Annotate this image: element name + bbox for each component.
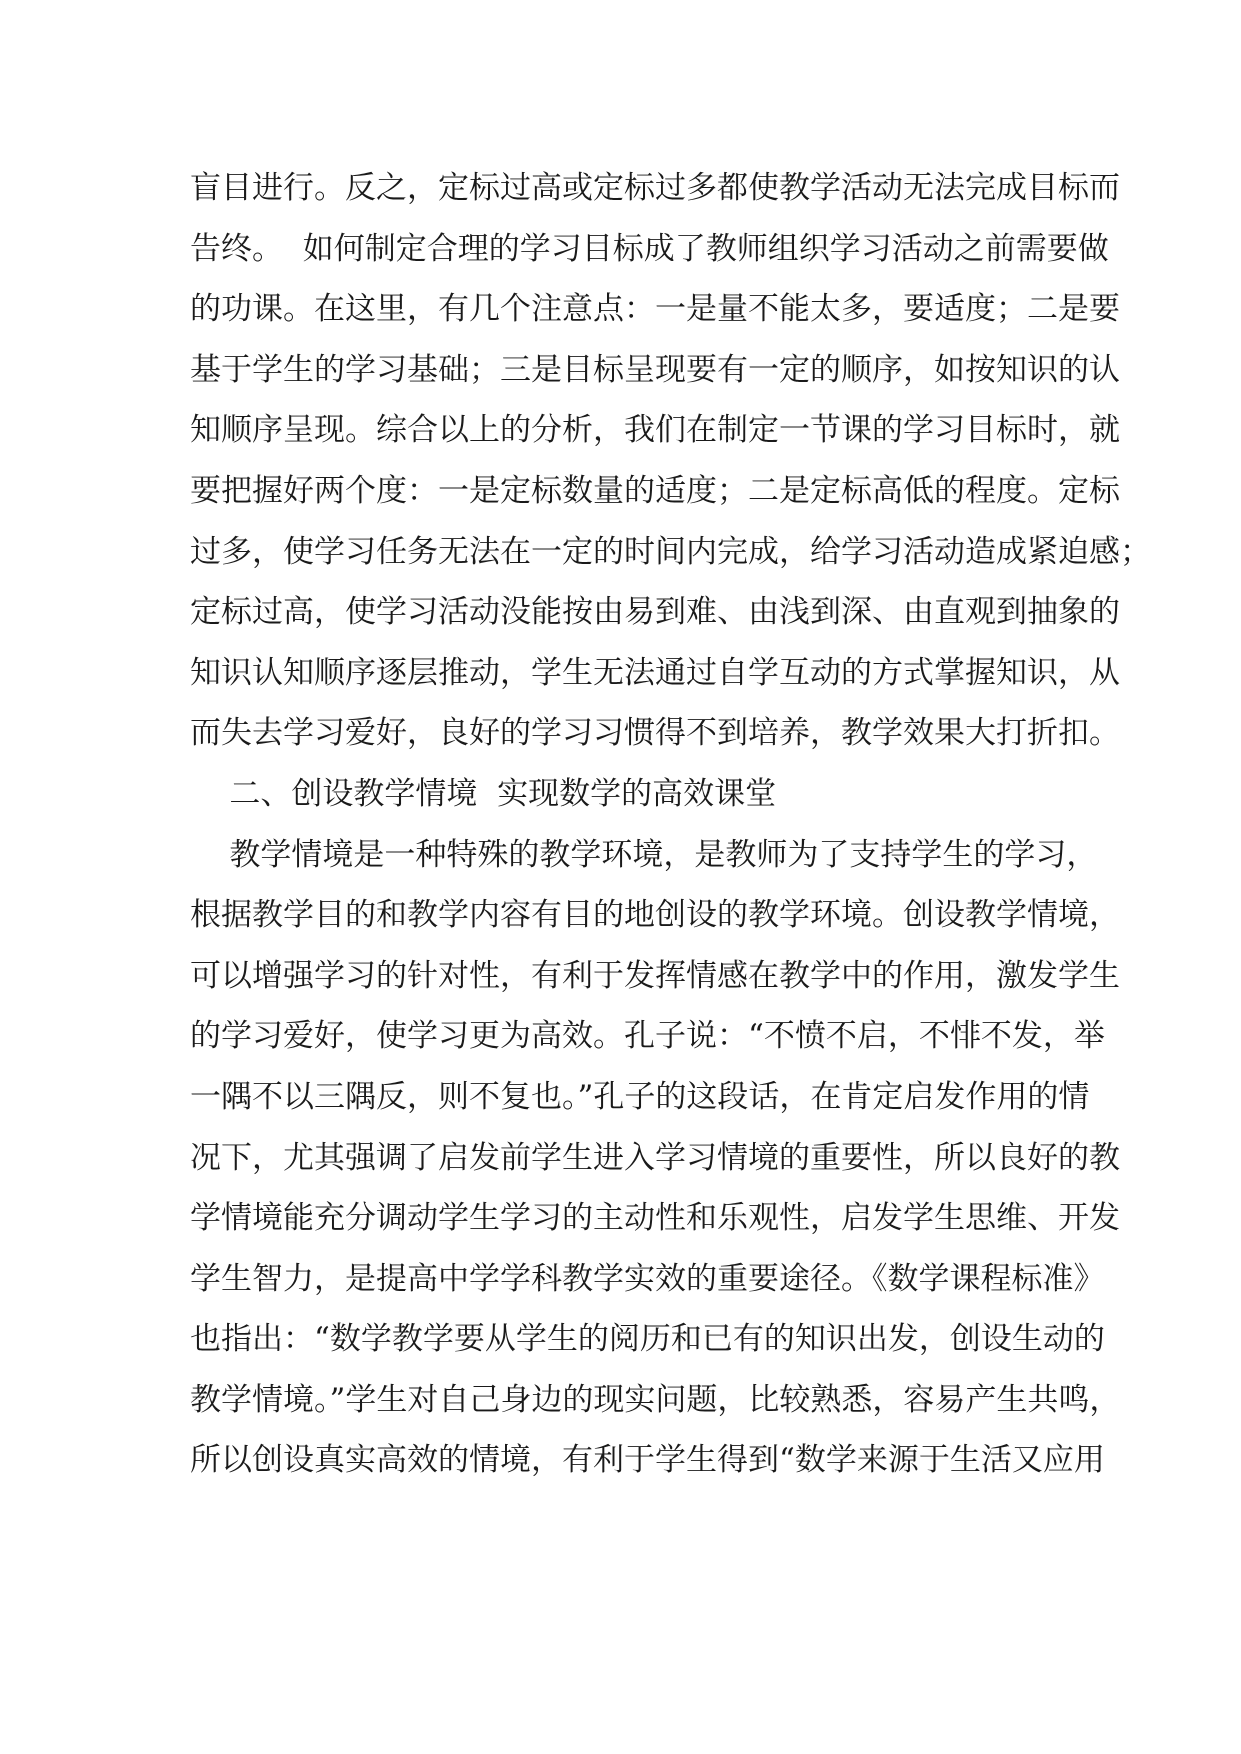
text-line: 教学情境是一种特殊的教学环境，是教师为了支持学生的学习，	[190, 836, 1098, 873]
text-line: 学生智力，是提高中学学科教学实效的重要途径。《数学课程标准》	[190, 1260, 1105, 1297]
text-line: 要把握好两个度：一是定标数量的适度；二是定标高低的程度。定标	[190, 472, 1120, 509]
text-line: 盲目进行。反之，定标过高或定标过多都使教学活动无法完成目标而	[190, 170, 1120, 206]
text-line: 也指出：“数学教学要从学生的阅历和已有的知识出发，创设生动的	[190, 1321, 1105, 1358]
text-line: 告终。 如何制定合理的学习目标成了教师组织学习活动之前需要做	[190, 230, 1109, 267]
text-line: 所以创设真实高效的情境，有利于学生得到“数学来源于生活又应用	[190, 1442, 1105, 1479]
text-line: 学情境能充分调动学生学习的主动性和乐观性，启发学生思维、开发	[190, 1200, 1120, 1237]
text-line: 知顺序呈现。综合以上的分析，我们在制定一节课的学习目标时，就	[190, 412, 1120, 449]
text-line: 教学情境。”学生对自己身边的现实问题，比较熟悉，容易产生共鸣，	[190, 1381, 1121, 1418]
text-line: 根据教学目的和教学内容有目的地创设的教学环境。创设教学情境，	[190, 897, 1120, 934]
text-line: 的学习爱好，使学习更为高效。孔子说：“不愤不启，不悱不发，举	[190, 1018, 1105, 1055]
body-text	[190, 158, 1151, 1491]
text-line: 过多，使学习任务无法在一定的时间内完成，给学习活动造成紧迫感；	[190, 533, 1151, 570]
text-line: 基于学生的学习基础；三是目标呈现要有一定的顺序，如按知识的认	[190, 351, 1120, 388]
text-line: 可以增强学习的针对性，有利于发挥情感在教学中的作用，激发学生	[190, 957, 1120, 994]
section-heading: 二、创设教学情境 实现数学的高效课堂	[190, 775, 777, 812]
text-line: 定标过高，使学习活动没能按由易到难、由浅到深、由直观到抽象的	[190, 594, 1120, 631]
text-line: 况下，尤其强调了启发前学生进入学习情境的重要性，所以良好的教	[190, 1139, 1120, 1176]
text-line: 一隅不以三隅反，则不复也。”孔子的这段话，在肯定启发作用的情	[190, 1078, 1090, 1115]
text-line: 的功课。在这里，有几个注意点：一是量不能太多，要适度；二是要	[190, 291, 1120, 328]
text-line: 知识认知顺序逐层推动，学生无法通过自学互动的方式掌握知识，从	[190, 654, 1120, 691]
text-line: 而失去学习爱好，良好的学习习惯得不到培养，教学效果大打折扣。	[190, 715, 1120, 752]
